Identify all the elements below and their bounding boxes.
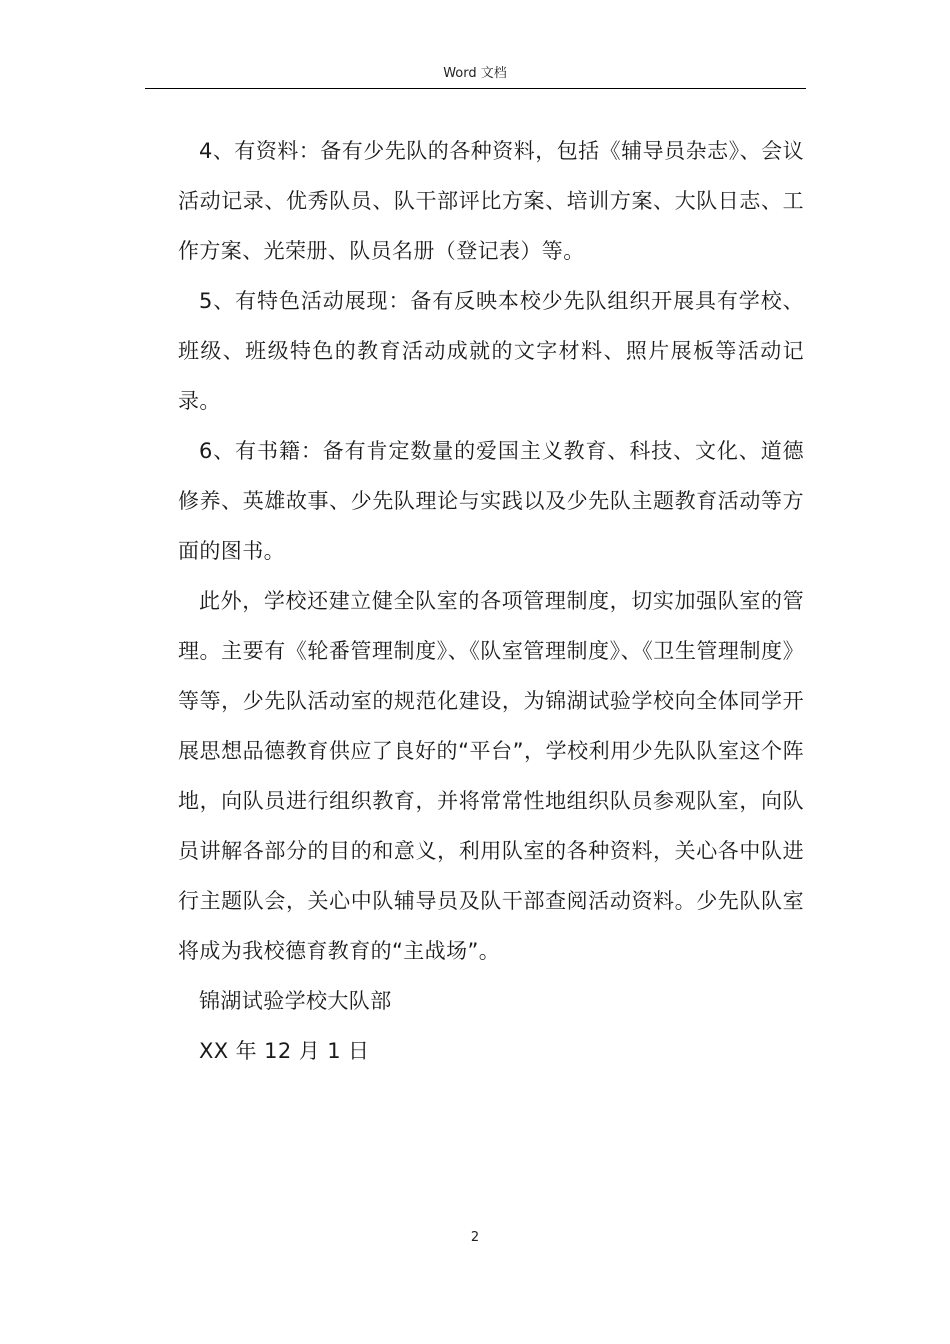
header-divider [145, 88, 806, 89]
paragraph-books: 6、有书籍：备有肯定数量的爱国主义教育、科技、文化、道德修养、英雄故事、少先队理论与实践以及少先队主题教育活动等方面的图书。 [178, 439, 804, 563]
signature-organization: 锦湖试验学校大队部 [199, 989, 392, 1013]
paragraph-resources: 4、有资料：备有少先队的各种资料，包括《辅导员杂志》、会议活动记录、优秀队员、队干部评比方案、培训方案、大队日志、工作方案、光荣册、队员名册（登记表）等。 [178, 139, 804, 263]
signature-date: XX 年 12 月 1 日 [199, 1039, 370, 1063]
paragraph-management: 此外，学校还建立健全队室的各项管理制度，切实加强队室的管理。主要有《轮番管理制度》、《队室管理制度》、《卫生管理制度》等等，少先队活动室的规范化建设，为锦湖试验学校向全体同学开展思想品德教育供应了良好的“平台”，学校利用少先队队室这个阵地，向队员进行组织教育，并将常常性地组织队员参观队室，向队员讲解各部分的目的和意义，利用队室的各种资料，关心各中队进行主题队会，关心中队辅导员及队干部查阅活动资料。少先队队室将成为我校德育教育的“主战场”。 [178, 589, 804, 963]
paragraph-featured-activities: 5、有特色活动展现：备有反映本校少先队组织开展具有学校、班级、班级特色的教育活动成就的文字材料、照片展板等活动记录。 [178, 289, 804, 413]
page-number: 2 [470, 1230, 480, 1245]
page-header: Word 文档 [443, 66, 507, 81]
document-body [178, 126, 804, 1076]
